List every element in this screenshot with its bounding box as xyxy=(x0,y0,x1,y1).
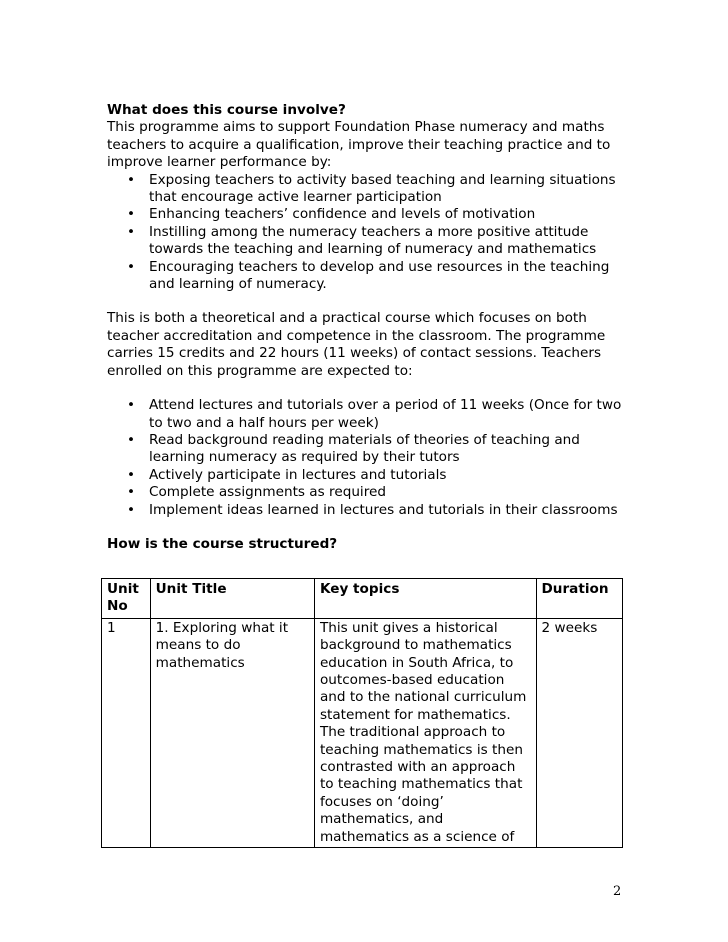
course-structure-table xyxy=(101,578,623,848)
section-heading-course-structure: How is the course structured? xyxy=(107,535,338,552)
intro-paragraph: This programme aims to support Foundation Phase numeracy and maths teachers to acquire a qualification, improve their teaching practice and to improve learner performance by: xyxy=(107,119,611,171)
list-item: • Instilling among the numeracy teachers a more positive attitude towards the teaching and learning of numeracy and mathematics xyxy=(107,224,627,259)
header-unit-title: Unit Title xyxy=(150,579,314,619)
list-item: • Enhancing teachers’ confidence and levels of motivation xyxy=(107,206,627,223)
header-unit-no: Unit No xyxy=(102,579,151,619)
expectations-bullet-list xyxy=(107,397,627,519)
cell-duration: 2 weeks xyxy=(536,618,622,847)
table-header-row xyxy=(102,579,623,619)
course-description-paragraph: This is both a theoretical and a practical course which focuses on both teacher accreditation and competence in the classroom. The programme carries 15 credits and 22 hours (11 weeks) of contact sessions. Teachers enrolled on this programme are expected to: xyxy=(107,310,606,379)
cell-unit-no: 1 xyxy=(102,618,151,847)
list-item: • Actively participate in lectures and tutorials xyxy=(107,467,627,484)
section-heading-course-involve: What does this course involve? xyxy=(107,102,346,118)
header-duration: Duration xyxy=(536,579,622,619)
header-key-topics: Key topics xyxy=(314,579,536,619)
list-item: • Exposing teachers to activity based teaching and learning situations that encourage active learner participation xyxy=(107,172,627,207)
list-item: • Attend lectures and tutorials over a period of 11 weeks (Once for two to two and a half hours per week) xyxy=(107,397,627,432)
list-item: • Implement ideas learned in lectures and tutorials in their classrooms xyxy=(107,502,627,519)
aims-bullet-list xyxy=(107,172,627,294)
list-item: • Read background reading materials of theories of teaching and learning numeracy as required by their tutors xyxy=(107,432,627,467)
list-item: • Encouraging teachers to develop and use resources in the teaching and learning of numeracy. xyxy=(107,259,627,294)
table-row xyxy=(102,618,623,847)
cell-unit-title: 1. Exploring what it means to do mathematics xyxy=(150,618,314,847)
page-number: 2 xyxy=(613,884,622,899)
page-content xyxy=(107,102,627,553)
cell-key-topics: This unit gives a historical background to mathematics education in South Africa, to outcomes-based education and to the national curriculum statement for mathematics. The traditional approach to teaching mathematics is then contrasted with an approach to teaching mathematics that focuses on ‘doing’ mathematics, and mathematics as a science of xyxy=(314,618,536,847)
list-item: • Complete assignments as required xyxy=(107,484,627,501)
